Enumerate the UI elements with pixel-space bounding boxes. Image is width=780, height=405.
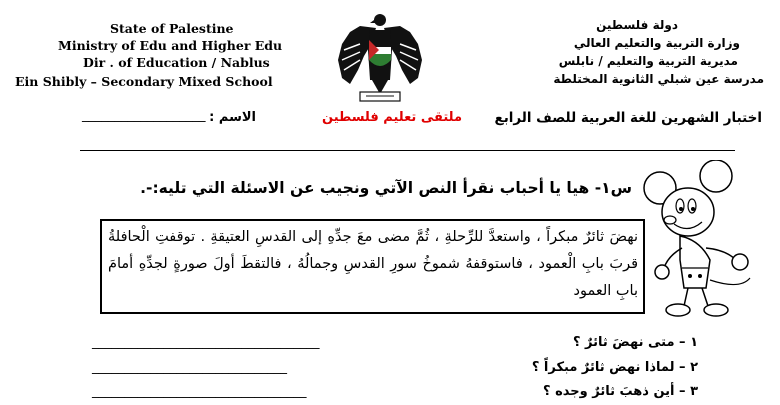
header-ar-line4: مدرسة عين شبلي الثانوية المختلطة (553, 72, 764, 86)
name-blank[interactable]: ___________________ (82, 108, 206, 123)
cartoon-mouse-icon (640, 160, 760, 320)
question-heading: س١- هيا يا أحباب نقرأ النص الآتي ونجيب عن الاسئلة التي تليه:-. (140, 179, 632, 197)
header-ar-line2: وزارة التربية والتعليم العالي (573, 36, 740, 50)
sub-question-1: ١ – متى نهضَ ثائرٌ ؟ (572, 335, 698, 350)
header-en-line2: Ministry of Edu and Higher Edu (58, 38, 283, 53)
separator-line (80, 150, 735, 151)
sub-question-3: ٣ – أين ذهبَ ثائرٌ وجده ؟ (543, 384, 698, 399)
sub-question-2: ٢ – لماذا نهض ثائرٌ مبكراً ؟ (531, 360, 698, 375)
header-en-line3: Dir . of Education / Nablus (83, 55, 270, 70)
exam-title: اختبار الشهرين للغة العربية للصف الرابع (494, 110, 762, 126)
header-en-line4: Ein Shibly – Secondary Mixed School (15, 74, 273, 89)
answer-blank-3[interactable]: _________________________________ (92, 384, 307, 399)
header-ar-line1: دولة فلسطين (596, 18, 678, 32)
answer-blank-1[interactable]: ___________________________________ (92, 335, 320, 350)
name-label: الاسم : (209, 110, 256, 125)
passage-text: نهضَ ثائرٌ مبكراً ، واستعدَّ للرِّحلةِ ، ثُمَّ مضى معَ جدِّهِ إلى القدسِ العتيقةِ . توقفتِ الْحافلةُ قربَ بابِ الْعمود ، فاستوقفهُ شموخُ سورِ القدسِ وجمالُهُ ، فالتقطَ أولَ صورةٍ لجدِّهِ أمامَ بابِ العمود (108, 229, 638, 299)
header-ar-line3: مديرية التربية والتعليم / نابلس (558, 54, 738, 68)
palestine-emblem-icon (330, 10, 430, 105)
watermark-text: ملتقى تعليم فلسطين (322, 110, 462, 125)
answer-blank-2[interactable]: ______________________________ (92, 360, 287, 375)
header-en-line1: State of Palestine (110, 21, 234, 36)
